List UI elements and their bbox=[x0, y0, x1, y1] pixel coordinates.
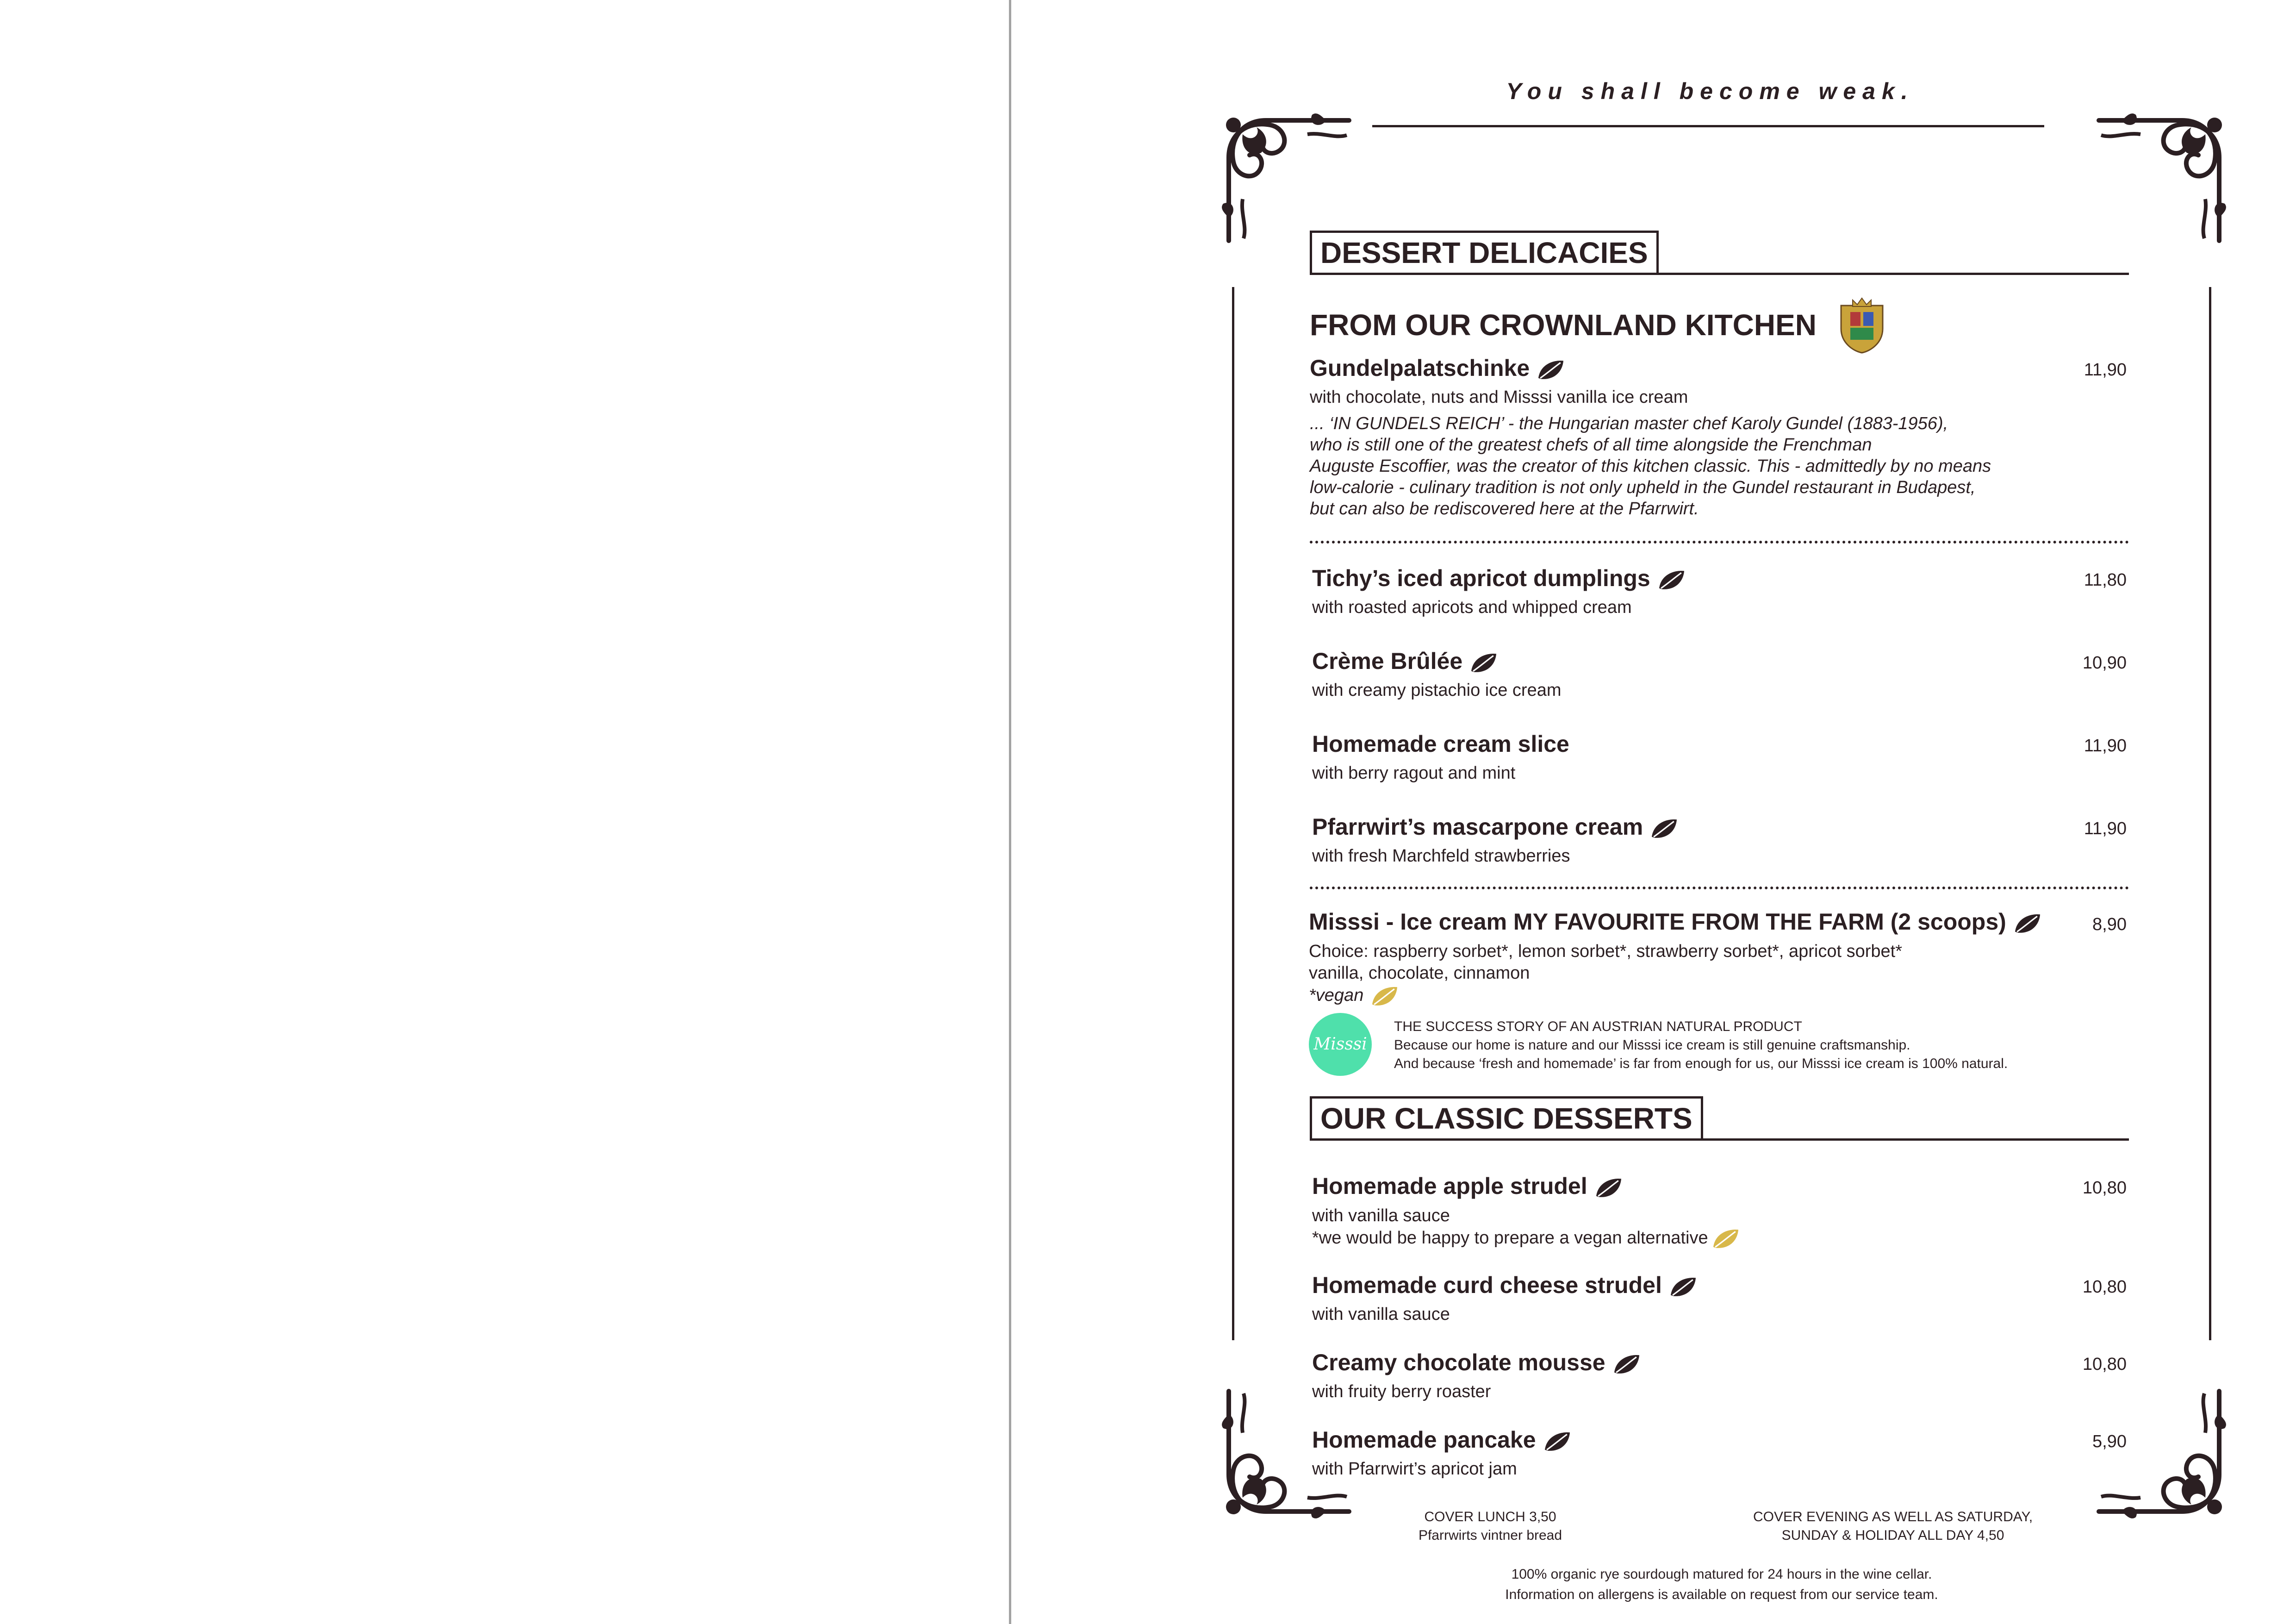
dish-name: Crème Brûlée bbox=[1312, 648, 1499, 675]
dish-description: with fresh Marchfeld strawberries bbox=[1312, 846, 1570, 866]
dish-name: Creamy chocolate mousse bbox=[1312, 1349, 1642, 1376]
cover-lunch-sub: Pfarrwirts vintner bread bbox=[1418, 1528, 1562, 1543]
gundel-story-line: Auguste Escoffier, was the creator of this kitchen classic. This - admittedly by no means bbox=[1310, 456, 1991, 476]
gundel-story-line: but can also be rediscovered here at the Pfarrwirt. bbox=[1310, 499, 1699, 518]
page-divider bbox=[1009, 0, 1011, 1624]
ornament-icon bbox=[1215, 1382, 1354, 1530]
dish-price: 11,90 bbox=[2084, 819, 2127, 838]
dish-name: Gundelpalatschinke bbox=[1310, 355, 1566, 382]
footer-note: 100% organic rye sourdough matured for 24 hours in the wine cellar. bbox=[1511, 1567, 1932, 1582]
cover-lunch: COVER LUNCH 3,50 bbox=[1424, 1509, 1556, 1524]
dish-price: 11,80 bbox=[2084, 570, 2127, 590]
leaf-icon bbox=[1612, 1352, 1642, 1376]
ornament-icon bbox=[1215, 102, 1354, 250]
misssi-story-title: THE SUCCESS STORY OF AN AUSTRIAN NATURAL PRODUCT bbox=[1394, 1019, 1802, 1034]
dish-name: Homemade pancake bbox=[1312, 1426, 1572, 1454]
section-title-crownland-kitchen: FROM OUR CROWNLAND KITCHEN bbox=[1310, 308, 1817, 342]
dish-price: 11,90 bbox=[2084, 360, 2127, 380]
tagline-rule bbox=[1372, 125, 2044, 127]
dish-price: 10,80 bbox=[2082, 1355, 2127, 1374]
dish-price: 5,90 bbox=[2092, 1432, 2127, 1451]
leaf-icon bbox=[1543, 1430, 1572, 1454]
leaf-icon bbox=[1649, 817, 1679, 841]
dish-name: Homemade cream slice bbox=[1312, 731, 1569, 757]
dish-name: Tichy’s iced apricot dumplings bbox=[1312, 565, 1686, 592]
dotted-separator bbox=[1310, 887, 2129, 889]
misssi-story-line: And because ‘fresh and homemade’ is far from enough for us, our Misssi ice cream is 100% natural. bbox=[1394, 1056, 2008, 1071]
gundel-story-line: who is still one of the greatest chefs of all time alongside the Frenchman bbox=[1310, 435, 1872, 455]
section-title-dessert-delicacies: DESSERT DELICACIES bbox=[1310, 231, 1659, 275]
dish-description: with Pfarrwirt’s apricot jam bbox=[1312, 1459, 1517, 1479]
vegan-note: *vegan bbox=[1309, 984, 1400, 1008]
dish-price: 10,80 bbox=[2082, 1277, 2127, 1297]
icecream-choice: Choice: raspberry sorbet*, lemon sorbet*, strawberry sorbet*, apricot sorbet* bbox=[1309, 942, 1902, 961]
section-rule bbox=[1689, 1138, 2129, 1141]
gundel-story-line: ... ‘IN GUNDELS REICH’ - the Hungarian master chef Karoly Gundel (1883-1956), bbox=[1310, 414, 1948, 433]
dish-price: 10,80 bbox=[2082, 1178, 2127, 1198]
vegan-alternative: *we would be happy to prepare a vegan alternative bbox=[1312, 1227, 1741, 1251]
coat-of-arms-icon bbox=[1836, 296, 1887, 354]
misssi-story-line: Because our home is nature and our Misssi ice cream is still genuine craftsmanship. bbox=[1394, 1037, 1910, 1053]
dish-description: with chocolate, nuts and Misssi vanilla ice cream bbox=[1310, 387, 1688, 407]
dish-price: 8,90 bbox=[2092, 915, 2127, 934]
footer-note: Information on allergens is available on request from our service team. bbox=[1505, 1587, 1938, 1602]
misssi-logo: Misssi bbox=[1309, 1013, 1372, 1076]
leaf-icon bbox=[1594, 1176, 1624, 1200]
ornament-icon bbox=[2094, 102, 2233, 250]
dish-price: 10,90 bbox=[2082, 653, 2127, 673]
icecream-choice: vanilla, chocolate, cinnamon bbox=[1309, 963, 1530, 983]
leaf-icon bbox=[1668, 1275, 1698, 1299]
dish-description: with berry ragout and mint bbox=[1312, 763, 1516, 783]
cover-evening: COVER EVENING AS WELL AS SATURDAY, bbox=[1753, 1509, 2033, 1524]
leaf-icon bbox=[1536, 358, 1566, 382]
icecream-title: Misssi - Ice cream MY FAVOURITE FROM THE FARM (2 scoops) bbox=[1309, 908, 2042, 936]
ornament-icon bbox=[2094, 1382, 2233, 1530]
dotted-separator bbox=[1310, 541, 2129, 543]
dish-name: Homemade apple strudel bbox=[1312, 1173, 1624, 1200]
tagline: You shall become weak. bbox=[1506, 78, 1914, 104]
dish-description: with vanilla sauce bbox=[1312, 1305, 1450, 1324]
dish-description: with creamy pistachio ice cream bbox=[1312, 681, 1562, 700]
vegan-leaf-icon bbox=[1370, 984, 1400, 1008]
section-title-classic-desserts: OUR CLASSIC DESSERTS bbox=[1310, 1096, 1703, 1141]
cover-evening: SUNDAY & HOLIDAY ALL DAY 4,50 bbox=[1781, 1528, 2004, 1543]
gundel-story-line: low-calorie - culinary tradition is not only upheld in the Gundel restaurant in Budapest, bbox=[1310, 478, 1976, 497]
leaf-icon bbox=[1657, 568, 1686, 592]
frame-left bbox=[1232, 287, 1234, 1340]
dish-description: with roasted apricots and whipped cream bbox=[1312, 598, 1632, 617]
dish-description: with vanilla sauce bbox=[1312, 1206, 1450, 1225]
dish-description: with fruity berry roaster bbox=[1312, 1382, 1491, 1401]
dish-name: Pfarrwirt’s mascarpone cream bbox=[1312, 813, 1679, 841]
dish-price: 11,90 bbox=[2084, 736, 2127, 756]
dish-name: Homemade curd cheese strudel bbox=[1312, 1272, 1698, 1299]
frame-right bbox=[2209, 287, 2211, 1340]
vegan-leaf-icon bbox=[1711, 1227, 1741, 1251]
section-rule bbox=[1648, 273, 2129, 275]
leaf-icon bbox=[1469, 651, 1499, 675]
